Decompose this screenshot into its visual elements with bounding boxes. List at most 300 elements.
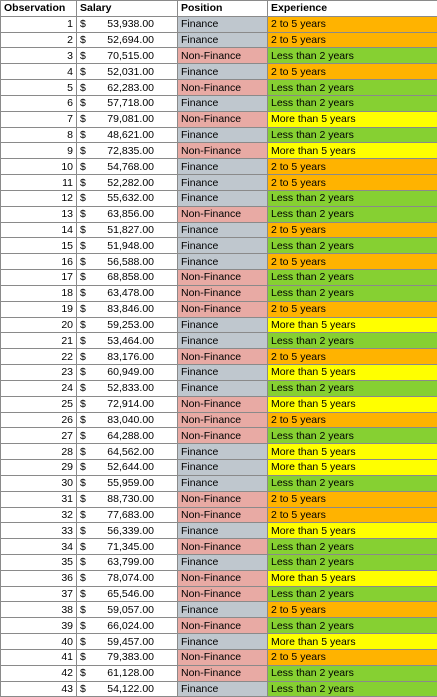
salary-cell[interactable] xyxy=(77,64,178,80)
salary-cell[interactable] xyxy=(77,444,178,460)
experience-cell[interactable]: Less than 2 years xyxy=(268,206,437,222)
currency-symbol: $ xyxy=(80,635,86,648)
position-cell[interactable]: Finance xyxy=(178,523,268,539)
position-cell[interactable]: Non-Finance xyxy=(178,349,268,365)
position-cell[interactable]: Finance xyxy=(178,681,268,697)
table-row xyxy=(1,380,437,396)
salary-amount: 78,074.00 xyxy=(107,572,154,585)
table-row xyxy=(1,95,437,111)
salary-amount: 77,683.00 xyxy=(107,508,154,521)
observation-cell[interactable]: 39 xyxy=(1,618,77,634)
observation-cell[interactable]: 21 xyxy=(1,333,77,349)
experience-cell[interactable]: More than 5 years xyxy=(268,634,437,650)
observation-cell[interactable]: 33 xyxy=(1,523,77,539)
table-row xyxy=(1,460,437,476)
salary-cell[interactable] xyxy=(77,649,178,665)
salary-amount: 52,694.00 xyxy=(107,34,154,47)
salary-cell[interactable] xyxy=(77,460,178,476)
position-cell[interactable]: Non-Finance xyxy=(178,270,268,286)
currency-symbol: $ xyxy=(80,129,86,142)
table-row xyxy=(1,412,437,428)
observation-cell[interactable]: 34 xyxy=(1,539,77,555)
position-cell[interactable]: Non-Finance xyxy=(178,396,268,412)
observation-cell[interactable]: 8 xyxy=(1,127,77,143)
position-cell[interactable]: Non-Finance xyxy=(178,80,268,96)
position-cell[interactable]: Finance xyxy=(178,32,268,48)
experience-cell[interactable]: 2 to 5 years xyxy=(268,32,437,48)
header-row xyxy=(1,1,437,17)
experience-cell[interactable]: 2 to 5 years xyxy=(268,175,437,191)
salary-cell[interactable] xyxy=(77,396,178,412)
salary-amount: 51,948.00 xyxy=(107,239,154,252)
salary-amount: 52,031.00 xyxy=(107,65,154,78)
currency-symbol: $ xyxy=(80,382,86,395)
experience-cell[interactable]: Less than 2 years xyxy=(268,554,437,570)
position-cell[interactable]: Finance xyxy=(178,554,268,570)
observation-cell[interactable]: 41 xyxy=(1,649,77,665)
experience-cell[interactable]: Less than 2 years xyxy=(268,95,437,111)
table-row xyxy=(1,396,437,412)
salary-cell[interactable] xyxy=(77,539,178,555)
observation-cell[interactable]: 24 xyxy=(1,380,77,396)
salary-cell[interactable] xyxy=(77,254,178,270)
header-position[interactable]: Position xyxy=(178,1,268,17)
salary-cell[interactable] xyxy=(77,111,178,127)
table-row xyxy=(1,32,437,48)
position-cell[interactable]: Non-Finance xyxy=(178,649,268,665)
experience-cell[interactable]: Less than 2 years xyxy=(268,475,437,491)
position-cell[interactable]: Non-Finance xyxy=(178,111,268,127)
salary-amount: 48,621.00 xyxy=(107,129,154,142)
salary-amount: 79,081.00 xyxy=(107,113,154,126)
salary-cell[interactable] xyxy=(77,570,178,586)
experience-cell[interactable]: More than 5 years xyxy=(268,317,437,333)
salary-amount: 56,339.00 xyxy=(107,524,154,537)
position-cell[interactable]: Non-Finance xyxy=(178,539,268,555)
position-cell[interactable]: Finance xyxy=(178,444,268,460)
currency-symbol: $ xyxy=(80,303,86,316)
table-row xyxy=(1,491,437,507)
currency-symbol: $ xyxy=(80,461,86,474)
table-row xyxy=(1,190,437,206)
position-cell[interactable]: Non-Finance xyxy=(178,285,268,301)
currency-symbol: $ xyxy=(80,81,86,94)
currency-symbol: $ xyxy=(80,65,86,78)
table-row xyxy=(1,665,437,681)
salary-cell[interactable] xyxy=(77,222,178,238)
observation-cell[interactable]: 29 xyxy=(1,460,77,476)
experience-cell[interactable]: 2 to 5 years xyxy=(268,349,437,365)
salary-cell[interactable] xyxy=(77,301,178,317)
table-row xyxy=(1,475,437,491)
salary-cell[interactable] xyxy=(77,681,178,697)
salary-amount: 51,827.00 xyxy=(107,224,154,236)
salary-amount: 62,283.00 xyxy=(107,81,154,94)
salary-cell[interactable] xyxy=(77,349,178,365)
observation-cell[interactable]: 31 xyxy=(1,491,77,507)
salary-cell[interactable] xyxy=(77,270,178,286)
table-row xyxy=(1,111,437,127)
observation-cell[interactable]: 9 xyxy=(1,143,77,159)
currency-symbol: $ xyxy=(80,271,86,284)
salary-amount: 55,632.00 xyxy=(107,192,154,205)
salary-cell[interactable] xyxy=(77,159,178,175)
salary-cell[interactable] xyxy=(77,523,178,539)
salary-cell[interactable] xyxy=(77,586,178,602)
table-row xyxy=(1,64,437,80)
table-row xyxy=(1,301,437,317)
position-cell[interactable]: Non-Finance xyxy=(178,507,268,523)
observation-cell[interactable]: 20 xyxy=(1,317,77,333)
currency-symbol: $ xyxy=(80,667,86,680)
position-cell[interactable]: Non-Finance xyxy=(178,428,268,444)
table-row xyxy=(1,159,437,175)
currency-symbol: $ xyxy=(80,224,86,236)
table-row xyxy=(1,554,437,570)
position-cell[interactable]: Finance xyxy=(178,64,268,80)
observation-cell[interactable]: 43 xyxy=(1,681,77,697)
observation-cell[interactable]: 18 xyxy=(1,285,77,301)
salary-amount: 59,253.00 xyxy=(107,318,154,331)
salary-amount: 63,856.00 xyxy=(107,208,154,221)
salary-amount: 57,718.00 xyxy=(107,97,154,110)
position-cell[interactable]: Finance xyxy=(178,254,268,270)
position-cell[interactable]: Finance xyxy=(178,95,268,111)
header-observation[interactable]: Observation xyxy=(1,1,77,17)
currency-symbol: $ xyxy=(80,683,86,696)
currency-symbol: $ xyxy=(80,144,86,157)
currency-symbol: $ xyxy=(80,350,86,363)
observation-cell[interactable]: 17 xyxy=(1,270,77,286)
experience-cell[interactable]: More than 5 years xyxy=(268,143,437,159)
salary-amount: 72,835.00 xyxy=(107,144,154,157)
salary-cell[interactable] xyxy=(77,602,178,618)
table-row xyxy=(1,649,437,665)
table-row xyxy=(1,349,437,365)
currency-symbol: $ xyxy=(80,493,86,506)
experience-cell[interactable]: Less than 2 years xyxy=(268,681,437,697)
salary-cell[interactable] xyxy=(77,491,178,507)
experience-cell[interactable]: More than 5 years xyxy=(268,365,437,381)
experience-cell[interactable]: 2 to 5 years xyxy=(268,491,437,507)
experience-cell[interactable]: 2 to 5 years xyxy=(268,254,437,270)
observation-cell[interactable]: 32 xyxy=(1,507,77,523)
currency-symbol: $ xyxy=(80,556,86,569)
table-row xyxy=(1,48,437,64)
currency-symbol: $ xyxy=(80,429,86,442)
salary-amount: 52,833.00 xyxy=(107,382,154,395)
salary-cell[interactable] xyxy=(77,475,178,491)
experience-cell[interactable]: Less than 2 years xyxy=(268,428,437,444)
position-cell[interactable]: Non-Finance xyxy=(178,570,268,586)
observation-cell[interactable]: 36 xyxy=(1,570,77,586)
observation-cell[interactable]: 37 xyxy=(1,586,77,602)
experience-cell[interactable]: More than 5 years xyxy=(268,396,437,412)
salary-cell[interactable] xyxy=(77,80,178,96)
position-cell[interactable]: Finance xyxy=(178,475,268,491)
salary-cell[interactable] xyxy=(77,634,178,650)
observation-cell[interactable]: 1 xyxy=(1,16,77,32)
position-cell[interactable]: Non-Finance xyxy=(178,143,268,159)
position-cell[interactable]: Finance xyxy=(178,317,268,333)
currency-symbol: $ xyxy=(80,540,86,553)
currency-symbol: $ xyxy=(80,239,86,252)
table-row xyxy=(1,175,437,191)
observation-cell[interactable]: 40 xyxy=(1,634,77,650)
position-cell[interactable]: Non-Finance xyxy=(178,412,268,428)
table-row xyxy=(1,254,437,270)
salary-cell[interactable] xyxy=(77,618,178,634)
salary-amount: 54,122.00 xyxy=(107,683,154,696)
observation-cell[interactable]: 42 xyxy=(1,665,77,681)
currency-symbol: $ xyxy=(80,413,86,426)
currency-symbol: $ xyxy=(80,318,86,331)
table-row xyxy=(1,507,437,523)
observation-cell[interactable]: 2 xyxy=(1,32,77,48)
salary-amount: 65,546.00 xyxy=(107,588,154,601)
table-body xyxy=(1,16,437,697)
experience-cell[interactable]: 2 to 5 years xyxy=(268,649,437,665)
currency-symbol: $ xyxy=(80,49,86,62)
salary-amount: 61,128.00 xyxy=(107,667,154,680)
currency-symbol: $ xyxy=(80,97,86,110)
table-row xyxy=(1,16,437,32)
observation-cell[interactable]: 23 xyxy=(1,365,77,381)
experience-cell[interactable]: Less than 2 years xyxy=(268,190,437,206)
salary-cell[interactable] xyxy=(77,190,178,206)
position-cell[interactable]: Finance xyxy=(178,238,268,254)
currency-symbol: $ xyxy=(80,572,86,585)
experience-cell[interactable]: Less than 2 years xyxy=(268,618,437,634)
experience-cell[interactable]: More than 5 years xyxy=(268,570,437,586)
salary-cell[interactable] xyxy=(77,428,178,444)
table-row xyxy=(1,206,437,222)
position-cell[interactable]: Non-Finance xyxy=(178,586,268,602)
currency-symbol: $ xyxy=(80,603,86,616)
position-cell[interactable]: Finance xyxy=(178,190,268,206)
observation-cell[interactable]: 14 xyxy=(1,222,77,238)
salary-cell[interactable] xyxy=(77,333,178,349)
position-cell[interactable]: Finance xyxy=(178,634,268,650)
salary-amount: 59,457.00 xyxy=(107,635,154,648)
position-cell[interactable]: Non-Finance xyxy=(178,301,268,317)
position-cell[interactable]: Finance xyxy=(178,175,268,191)
experience-cell[interactable]: Less than 2 years xyxy=(268,270,437,286)
observation-cell[interactable]: 13 xyxy=(1,206,77,222)
salary-amount: 54,768.00 xyxy=(107,160,154,173)
salary-amount: 53,464.00 xyxy=(107,334,154,347)
table-row xyxy=(1,222,437,238)
observation-cell[interactable]: 16 xyxy=(1,254,77,270)
experience-cell[interactable]: Less than 2 years xyxy=(268,48,437,64)
salary-amount: 71,345.00 xyxy=(107,540,154,553)
experience-cell[interactable]: 2 to 5 years xyxy=(268,64,437,80)
table-row xyxy=(1,570,437,586)
salary-amount: 64,288.00 xyxy=(107,429,154,442)
salary-cell[interactable] xyxy=(77,32,178,48)
experience-cell[interactable]: Less than 2 years xyxy=(268,586,437,602)
salary-cell[interactable] xyxy=(77,665,178,681)
observation-cell[interactable]: 10 xyxy=(1,159,77,175)
position-cell[interactable]: Non-Finance xyxy=(178,491,268,507)
currency-symbol: $ xyxy=(80,287,86,300)
salary-cell[interactable] xyxy=(77,285,178,301)
experience-cell[interactable]: Less than 2 years xyxy=(268,665,437,681)
salary-amount: 60,949.00 xyxy=(107,366,154,379)
currency-symbol: $ xyxy=(80,160,86,173)
observation-cell[interactable]: 4 xyxy=(1,64,77,80)
table-row xyxy=(1,586,437,602)
position-cell[interactable]: Finance xyxy=(178,16,268,32)
salary-amount: 68,858.00 xyxy=(107,271,154,284)
position-cell[interactable]: Finance xyxy=(178,602,268,618)
table-row xyxy=(1,333,437,349)
position-cell[interactable]: Finance xyxy=(178,460,268,476)
currency-symbol: $ xyxy=(80,255,86,268)
currency-symbol: $ xyxy=(80,398,86,411)
experience-cell[interactable]: 2 to 5 years xyxy=(268,222,437,238)
position-cell[interactable]: Finance xyxy=(178,159,268,175)
experience-cell[interactable]: More than 5 years xyxy=(268,111,437,127)
observation-cell[interactable]: 11 xyxy=(1,175,77,191)
observation-cell[interactable]: 28 xyxy=(1,444,77,460)
experience-cell[interactable]: Less than 2 years xyxy=(268,285,437,301)
observation-cell[interactable]: 12 xyxy=(1,190,77,206)
experience-cell[interactable]: Less than 2 years xyxy=(268,127,437,143)
observation-cell[interactable]: 26 xyxy=(1,412,77,428)
experience-cell[interactable]: 2 to 5 years xyxy=(268,301,437,317)
experience-cell[interactable]: Less than 2 years xyxy=(268,380,437,396)
salary-amount: 59,057.00 xyxy=(107,603,154,616)
salary-cell[interactable] xyxy=(77,143,178,159)
experience-cell[interactable]: Less than 2 years xyxy=(268,333,437,349)
salary-cell[interactable] xyxy=(77,380,178,396)
experience-cell[interactable]: 2 to 5 years xyxy=(268,507,437,523)
salary-amount: 88,730.00 xyxy=(107,493,154,506)
experience-cell[interactable]: Less than 2 years xyxy=(268,238,437,254)
position-cell[interactable]: Finance xyxy=(178,222,268,238)
currency-symbol: $ xyxy=(80,366,86,379)
observation-cell[interactable]: 35 xyxy=(1,554,77,570)
salary-cell[interactable] xyxy=(77,365,178,381)
currency-symbol: $ xyxy=(80,651,86,664)
salary-cell[interactable] xyxy=(77,16,178,32)
salary-amount: 83,040.00 xyxy=(107,413,154,426)
salary-cell[interactable] xyxy=(77,412,178,428)
position-cell[interactable]: Non-Finance xyxy=(178,618,268,634)
currency-symbol: $ xyxy=(80,445,86,458)
salary-amount: 56,588.00 xyxy=(107,255,154,268)
salary-cell[interactable] xyxy=(77,127,178,143)
table-row xyxy=(1,365,437,381)
observation-cell[interactable]: 5 xyxy=(1,80,77,96)
position-cell[interactable]: Non-Finance xyxy=(178,206,268,222)
experience-cell[interactable]: 2 to 5 years xyxy=(268,412,437,428)
salary-cell[interactable] xyxy=(77,175,178,191)
experience-cell[interactable]: Less than 2 years xyxy=(268,80,437,96)
salary-cell[interactable] xyxy=(77,317,178,333)
currency-symbol: $ xyxy=(80,524,86,537)
position-cell[interactable]: Finance xyxy=(178,333,268,349)
salary-amount: 83,846.00 xyxy=(107,303,154,316)
observation-cell[interactable]: 27 xyxy=(1,428,77,444)
experience-cell[interactable]: Less than 2 years xyxy=(268,539,437,555)
observation-cell[interactable]: 15 xyxy=(1,238,77,254)
table-row xyxy=(1,634,437,650)
observation-cell[interactable]: 19 xyxy=(1,301,77,317)
currency-symbol: $ xyxy=(80,34,86,47)
salary-amount: 55,959.00 xyxy=(107,477,154,490)
salary-cell[interactable] xyxy=(77,554,178,570)
observation-cell[interactable]: 7 xyxy=(1,111,77,127)
salary-amount: 53,938.00 xyxy=(107,18,154,31)
salary-cell[interactable] xyxy=(77,95,178,111)
position-cell[interactable]: Non-Finance xyxy=(178,48,268,64)
table-row xyxy=(1,428,437,444)
observation-cell[interactable]: 38 xyxy=(1,602,77,618)
currency-symbol: $ xyxy=(80,477,86,490)
experience-cell[interactable]: More than 5 years xyxy=(268,444,437,460)
position-cell[interactable]: Finance xyxy=(178,380,268,396)
position-cell[interactable]: Finance xyxy=(178,365,268,381)
table-row xyxy=(1,681,437,697)
currency-symbol: $ xyxy=(80,176,86,189)
observation-cell[interactable]: 3 xyxy=(1,48,77,64)
salary-amount: 52,644.00 xyxy=(107,461,154,474)
table-row xyxy=(1,143,437,159)
table-row xyxy=(1,127,437,143)
salary-cell[interactable] xyxy=(77,48,178,64)
salary-amount: 64,562.00 xyxy=(107,445,154,458)
position-cell[interactable]: Finance xyxy=(178,127,268,143)
currency-symbol: $ xyxy=(80,508,86,521)
currency-symbol: $ xyxy=(80,208,86,221)
currency-symbol: $ xyxy=(80,619,86,632)
observation-cell[interactable]: 6 xyxy=(1,95,77,111)
table-row xyxy=(1,618,437,634)
table-row xyxy=(1,270,437,286)
observation-cell[interactable]: 30 xyxy=(1,475,77,491)
table-row xyxy=(1,317,437,333)
salary-cell[interactable] xyxy=(77,507,178,523)
currency-symbol: $ xyxy=(80,113,86,126)
experience-cell[interactable]: More than 5 years xyxy=(268,523,437,539)
observation-cell[interactable]: 22 xyxy=(1,349,77,365)
experience-cell[interactable]: 2 to 5 years xyxy=(268,16,437,32)
salary-amount: 72,914.00 xyxy=(107,398,154,411)
table-row xyxy=(1,80,437,96)
position-cell[interactable]: Non-Finance xyxy=(178,665,268,681)
table-row xyxy=(1,444,437,460)
salary-amount: 63,799.00 xyxy=(107,556,154,569)
salary-cell[interactable] xyxy=(77,238,178,254)
table-row xyxy=(1,539,437,555)
table-row xyxy=(1,523,437,539)
header-salary[interactable]: Salary xyxy=(77,1,178,17)
observation-cell[interactable]: 25 xyxy=(1,396,77,412)
salary-amount: 70,515.00 xyxy=(107,49,154,62)
salary-amount: 66,024.00 xyxy=(107,619,154,632)
salary-amount: 79,383.00 xyxy=(107,651,154,664)
currency-symbol: $ xyxy=(80,334,86,347)
table-row xyxy=(1,285,437,301)
experience-cell[interactable]: More than 5 years xyxy=(268,460,437,476)
experience-cell[interactable]: 2 to 5 years xyxy=(268,602,437,618)
experience-cell[interactable]: 2 to 5 years xyxy=(268,159,437,175)
currency-symbol: $ xyxy=(80,18,86,31)
salary-cell[interactable] xyxy=(77,206,178,222)
header-experience[interactable]: Experience xyxy=(268,1,437,17)
